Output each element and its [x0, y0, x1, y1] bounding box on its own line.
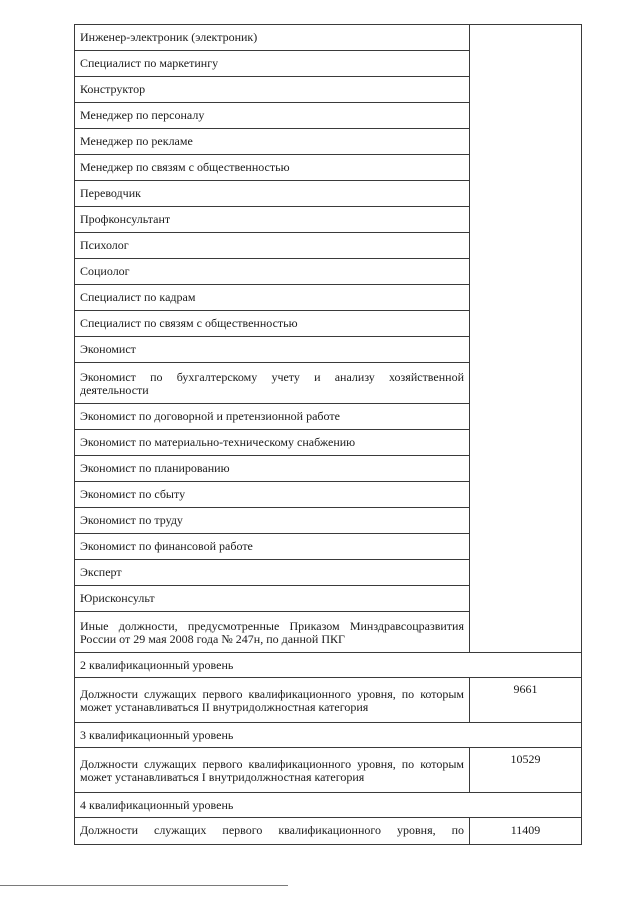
- document-page: [74, 24, 582, 845]
- table-row: [75, 678, 582, 723]
- level-description: Должности служащих первого квалификационного уровня, по которым может устанавливаться I внутридолжностная категория: [75, 748, 470, 793]
- position-cell: Экономист по планированию: [75, 456, 470, 482]
- level-header-row: [75, 723, 582, 748]
- level-header-row: [75, 653, 582, 678]
- level-title: 4 квалификационный уровень: [75, 793, 582, 818]
- position-cell: Специалист по маркетингу: [75, 51, 470, 77]
- table-row: [75, 818, 582, 845]
- position-cell: Переводчик: [75, 181, 470, 207]
- position-cell: Экономист по финансовой работе: [75, 534, 470, 560]
- position-cell: Иные должности, предусмотренные Приказом Минздравсоцразвития России от 29 мая 2008 года № 247н, по данной ПКГ: [75, 612, 470, 653]
- salary-table: [74, 24, 582, 845]
- position-cell: Экономист по договорной и претензионной работе: [75, 404, 470, 430]
- position-cell: Инженер-электроник (электроник): [75, 25, 470, 51]
- salary-value: 10529: [470, 748, 582, 793]
- position-cell: Менеджер по персоналу: [75, 103, 470, 129]
- position-cell: Экономист: [75, 337, 470, 363]
- salary-cell-merged: [470, 25, 582, 653]
- position-cell: Специалист по связям с общественностью: [75, 311, 470, 337]
- salary-value: 9661: [470, 678, 582, 723]
- position-cell: Экономист по труду: [75, 508, 470, 534]
- position-cell: Профконсультант: [75, 207, 470, 233]
- level-description: Должности служащих первого квалификационного уровня, по: [75, 818, 470, 845]
- salary-value: 11409: [470, 818, 582, 845]
- level-title: 3 квалификационный уровень: [75, 723, 582, 748]
- position-cell: Социолог: [75, 259, 470, 285]
- level-title: 2 квалификационный уровень: [75, 653, 582, 678]
- table-row: [75, 748, 582, 793]
- position-cell: Экономист по бухгалтерскому учету и анализу хозяйственной деятельности: [75, 363, 470, 404]
- position-cell: Эксперт: [75, 560, 470, 586]
- level-description: Должности служащих первого квалификационного уровня, по которым может устанавливаться II внутридолжностная категория: [75, 678, 470, 723]
- position-cell: Менеджер по рекламе: [75, 129, 470, 155]
- table-row: [75, 25, 582, 51]
- position-cell: Экономист по сбыту: [75, 482, 470, 508]
- position-cell: Юрисконсульт: [75, 586, 470, 612]
- position-cell: Психолог: [75, 233, 470, 259]
- position-cell: Менеджер по связям с общественностью: [75, 155, 470, 181]
- level-header-row: [75, 793, 582, 818]
- position-cell: Конструктор: [75, 77, 470, 103]
- position-cell: Экономист по материально-техническому снабжению: [75, 430, 470, 456]
- footnote-separator: [0, 885, 288, 886]
- position-cell: Специалист по кадрам: [75, 285, 470, 311]
